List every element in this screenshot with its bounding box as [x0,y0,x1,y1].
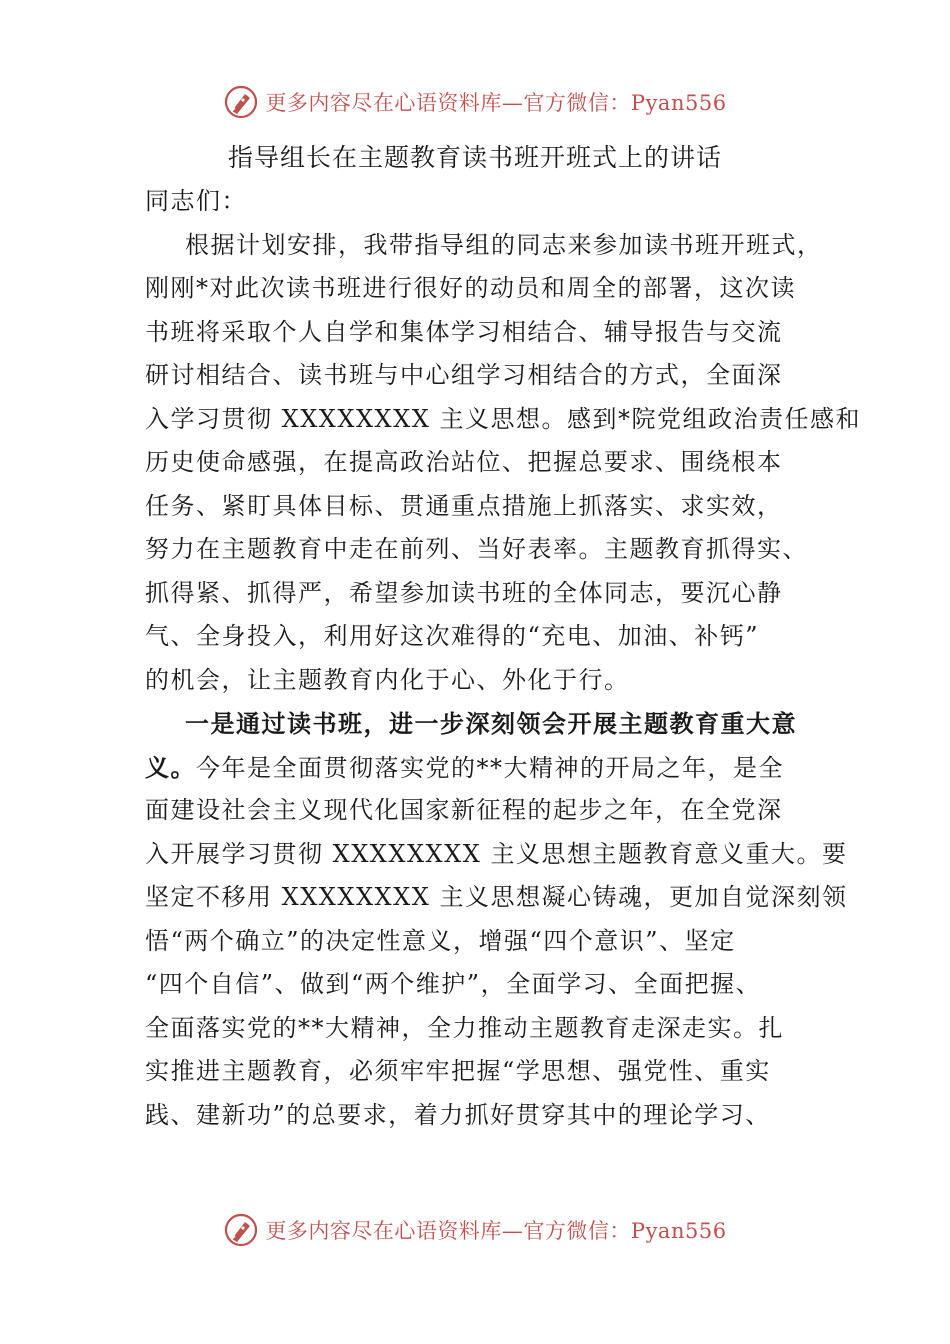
paragraph-line: 全面落实党的**大精神，全力推动主题教育走深走实。扎 [145,1013,784,1042]
paragraph-1 [145,224,861,703]
paragraph-line: 书班将采取个人自学和集体学习相结合、辅导报告与交流 [145,317,783,346]
paragraph-2 [145,702,848,1137]
paragraph-line: 抓得紧、抓得严，希望参加读书班的全体同志，要沉心静 [145,578,783,607]
paragraph-line: 践、建新功”的总要求，着力抓好贯穿其中的理论学习、 [145,1100,771,1129]
paragraph-line: 气、全身投入，利用好这次难得的“充电、加油、补钙” [145,622,760,650]
paragraph-line: 历史使命感强，在提高政治站位、把握总要求、围绕根本 [145,448,783,476]
paragraph-line: 面建设社会主义现代化国家新征程的起步之年，在全党深 [145,796,783,824]
paragraph-line: 任务、紧盯具体目标、贯通重点措施上抓落实、求实效， [145,491,783,520]
pen-nib-icon [223,84,259,120]
header-banner [0,82,950,122]
salutation: 同志们： [145,187,247,215]
pen-nib-icon [223,1212,259,1248]
paragraph-line: 入学习贯彻 XXXXXXXX 主义思想。感到*院党组政治责任感和 [145,404,861,433]
document-title: 指导组长在主题教育读书班开班式上的讲话 [227,143,722,172]
paragraph-line: 坚定不移用 XXXXXXXX 主义思想凝心铸魂，更加自觉深刻领 [145,883,848,911]
paragraph-line: 刚刚*对此次读书班进行很好的动员和周全的部署，这次读 [145,274,796,302]
footer-banner-text: 更多内容尽在心语资料库—官方微信：Pyan556 [265,1219,727,1243]
section-heading: 一是通过读书班，进一步深刻领会开展主题教育重大意 [185,709,797,738]
footer-banner [0,1210,950,1250]
paragraph-line: “四个自信”、做到“两个维护”，全面学习、全面把握、 [145,970,762,998]
paragraph-line: 努力在主题教育中走在前列、当好表率。主题教育抓得实、 [145,535,808,563]
paragraph-line: 悟“两个确立”的决定性意义，增强“四个意识”、坚定 [145,926,736,955]
paragraph-line: 根据计划安排，我带指导组的同志来参加读书班开班式， [185,230,823,259]
paragraph-line [145,746,815,790]
paragraph-text: 今年是全面贯彻落实党的**大精神的开局之年，是全 [196,753,784,782]
paragraph-line: 实推进主题教育，必须牢牢把握“学思想、强党性、重实 [145,1057,771,1085]
paragraph-line: 研讨相结合、读书班与中心组学习相结合的方式，全面深 [145,361,783,389]
paragraph-line: 的机会，让主题教育内化于心、外化于行。 [145,665,630,694]
section-heading-end: 义。 [145,752,196,782]
header-banner-text: 更多内容尽在心语资料库—官方微信：Pyan556 [265,91,727,115]
document-body [145,180,861,1137]
paragraph-line: 入开展学习贯彻 XXXXXXXX 主义思想主题教育意义重大。要 [145,839,848,868]
